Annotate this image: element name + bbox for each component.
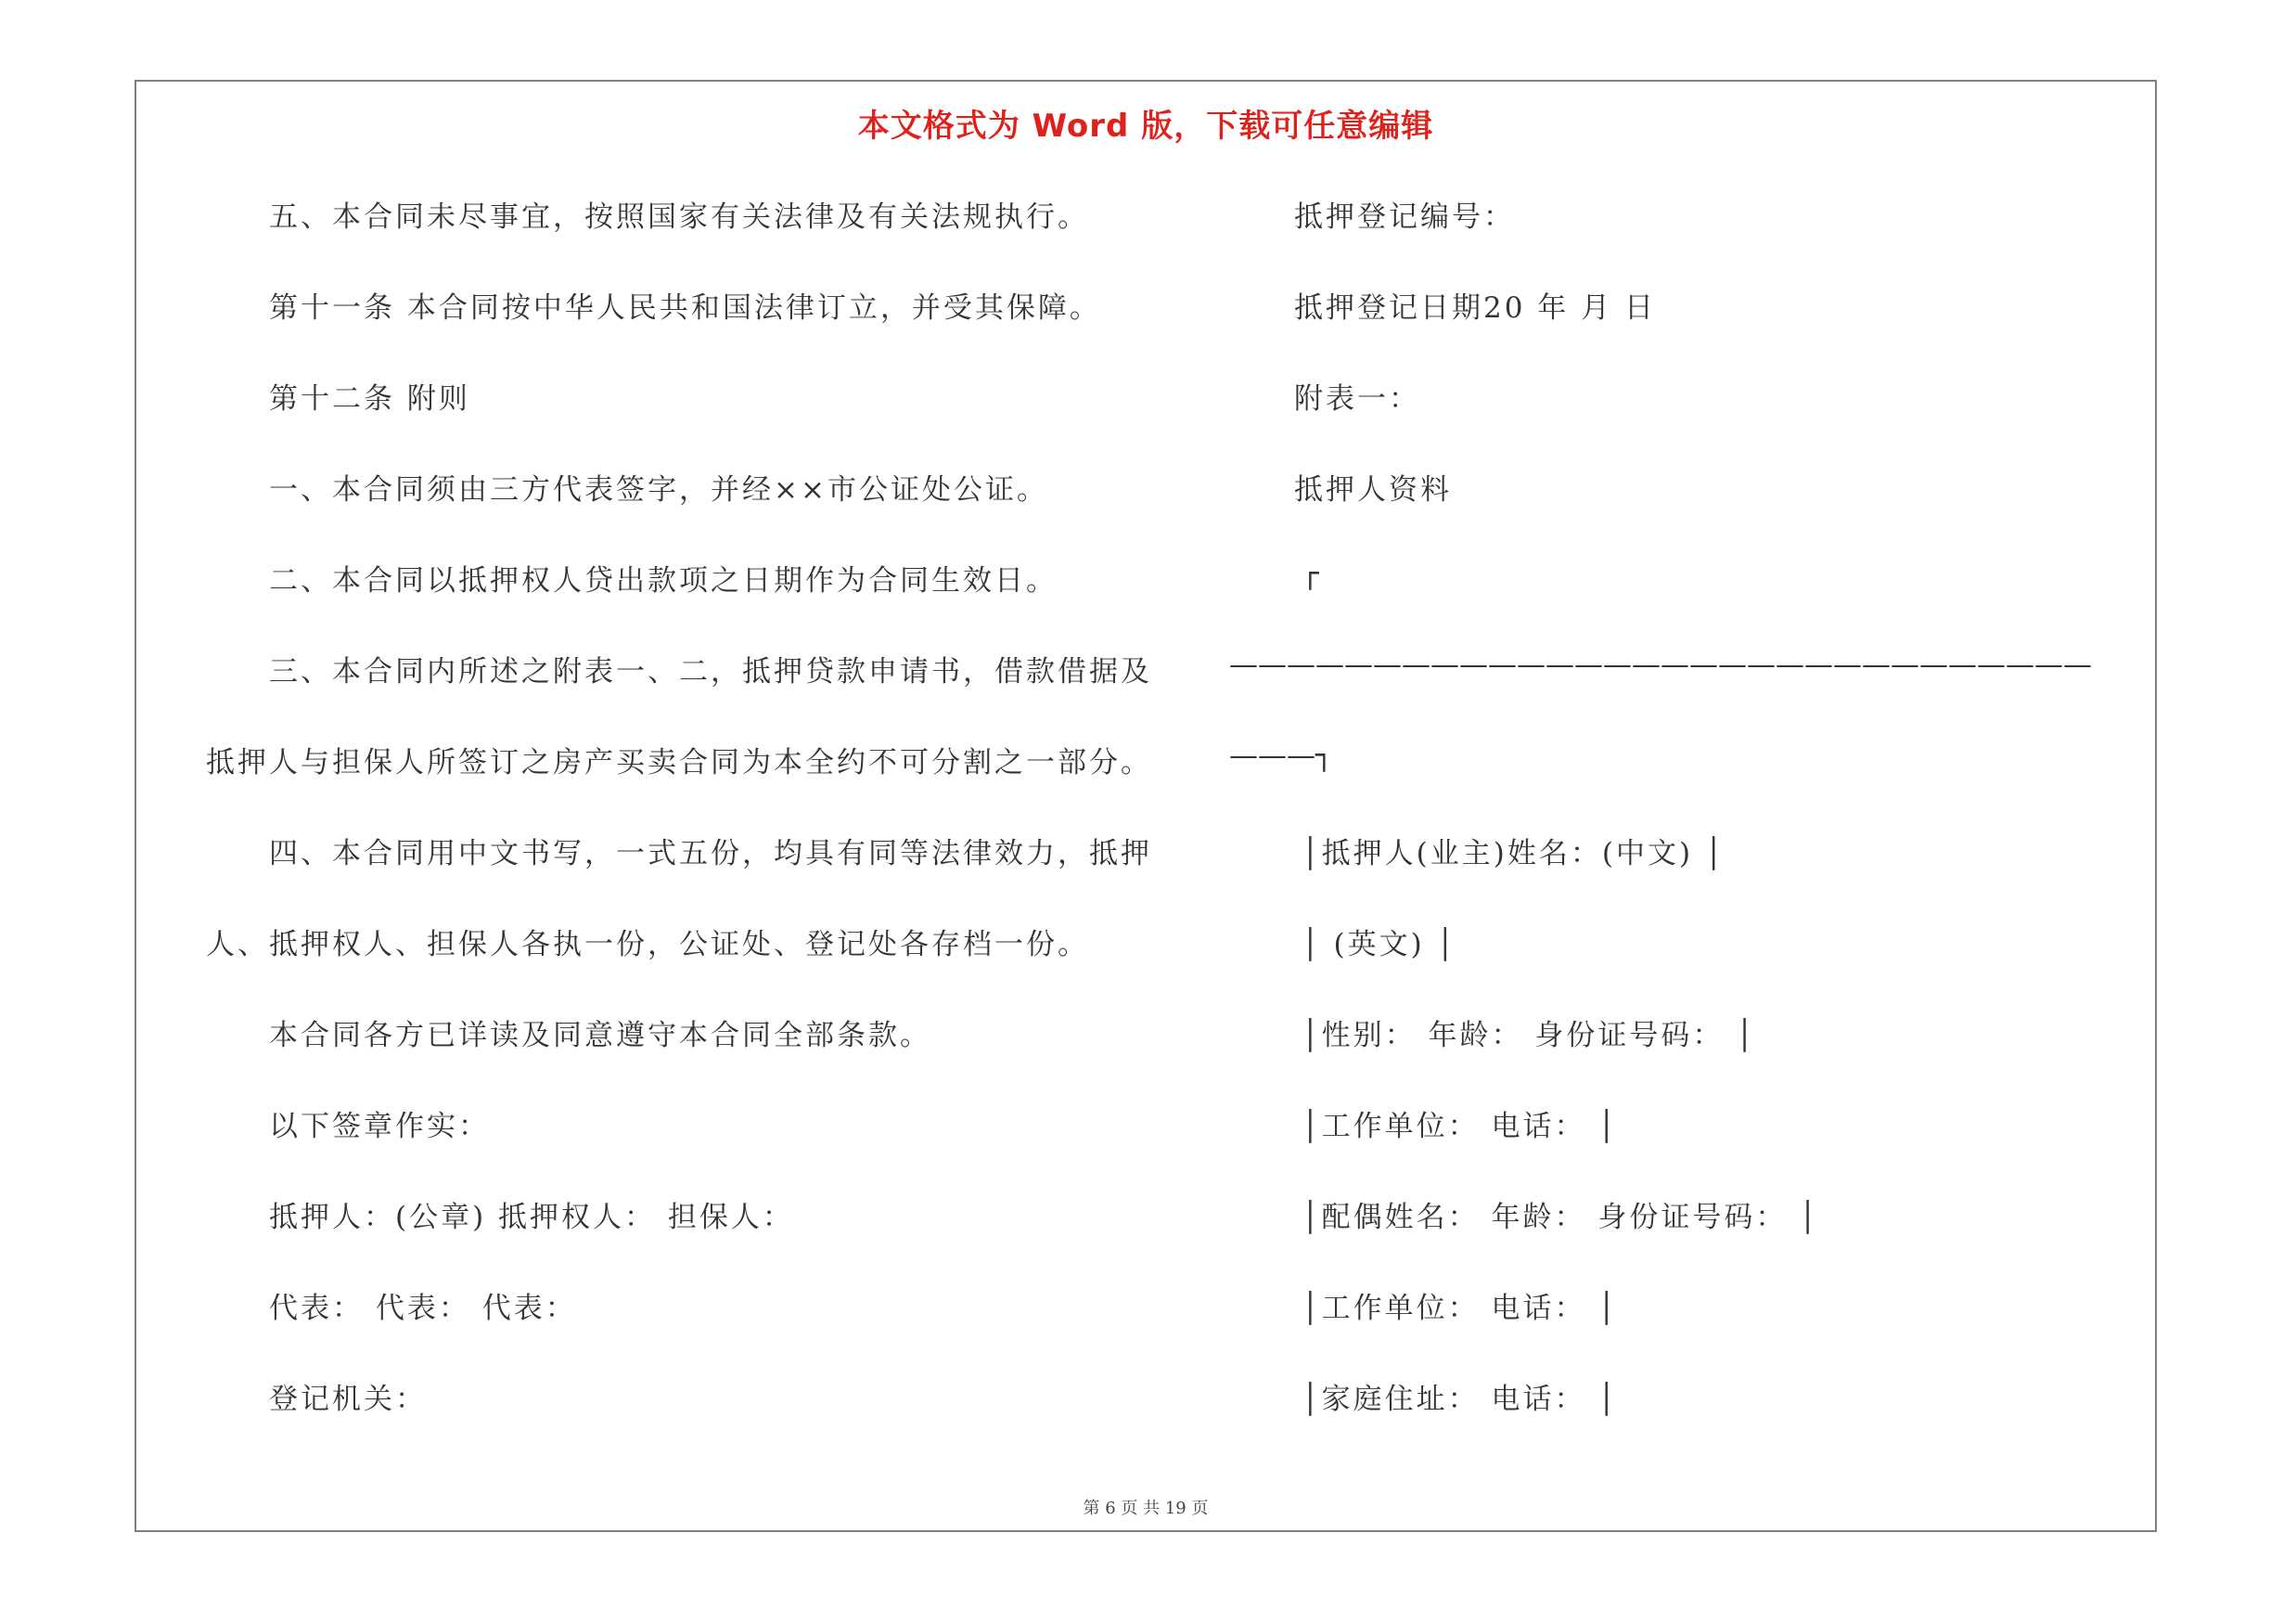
word-format-banner: 本文格式为 Word 版，下载可任意编辑 xyxy=(857,108,1434,145)
left-line-6: 三、本合同内所述之附表一、二，抵押贷款申请书，借款借据及 xyxy=(269,655,1152,689)
table-row-employer-phone: │工作单位： 电话： │ xyxy=(1302,1110,1619,1143)
table-row-spouse-employer: │工作单位： 电话： │ xyxy=(1302,1292,1619,1325)
table-row-gender-age-id: │性别： 年龄： 身份证号码： │ xyxy=(1302,1019,1756,1052)
left-line-9: 人、抵押权人、担保人各执一份，公证处、登记处各存档一份。 xyxy=(206,928,1089,961)
left-line-8: 四、本合同用中文书写，一式五份，均具有同等法律效力，抵押 xyxy=(269,837,1152,870)
right-line-2: 抵押登记日期20 年 月 日 xyxy=(1294,291,1657,325)
page-number-footer: 第 6 页 共 19 页 xyxy=(1083,1499,1209,1518)
left-line-3: 第十二条 附则 xyxy=(269,382,470,416)
table-row-owner-name-en: │ (英文) │ xyxy=(1302,928,1457,961)
table-top-border: —————————————————————————————— xyxy=(1229,648,2092,681)
table-row-owner-name-cn: │抵押人(业主)姓名：(中文) │ xyxy=(1302,837,1725,870)
left-line-14: 登记机关： xyxy=(269,1383,427,1416)
right-line-3: 附表一： xyxy=(1294,382,1420,416)
left-line-2: 第十一条 本合同按中华人民共和国法律订立，并受其保障。 xyxy=(269,291,1101,325)
left-line-4: 一、本合同须由三方代表签字，并经××市公证处公证。 xyxy=(269,473,1048,507)
table-row-spouse-info: │配偶姓名： 年龄： 身份证号码： │ xyxy=(1302,1201,1819,1234)
left-line-7: 抵押人与担保人所签订之房产买卖合同为本全约不可分割之一部分。 xyxy=(206,746,1152,779)
table-top-border-end: ———┐ xyxy=(1229,739,1333,772)
left-line-12: 抵押人：(公章) 抵押权人： 担保人： xyxy=(269,1201,794,1234)
table-row-home-address: │家庭住址： 电话： │ xyxy=(1302,1383,1619,1416)
left-line-11: 以下签章作实： xyxy=(269,1110,490,1143)
right-line-4: 抵押人资料 xyxy=(1294,473,1452,507)
left-line-10: 本合同各方已详读及同意遵守本合同全部条款。 xyxy=(269,1019,931,1052)
left-line-5: 二、本合同以抵押权人贷出款项之日期作为合同生效日。 xyxy=(269,564,1058,598)
table-corner-top-left: ┌ xyxy=(1302,557,1322,590)
right-line-1: 抵押登记编号： xyxy=(1294,200,1515,234)
document-page xyxy=(135,80,2157,1532)
left-line-13: 代表： 代表： 代表： xyxy=(269,1292,577,1325)
left-line-1: 五、本合同未尽事宜，按照国家有关法律及有关法规执行。 xyxy=(269,200,1089,234)
